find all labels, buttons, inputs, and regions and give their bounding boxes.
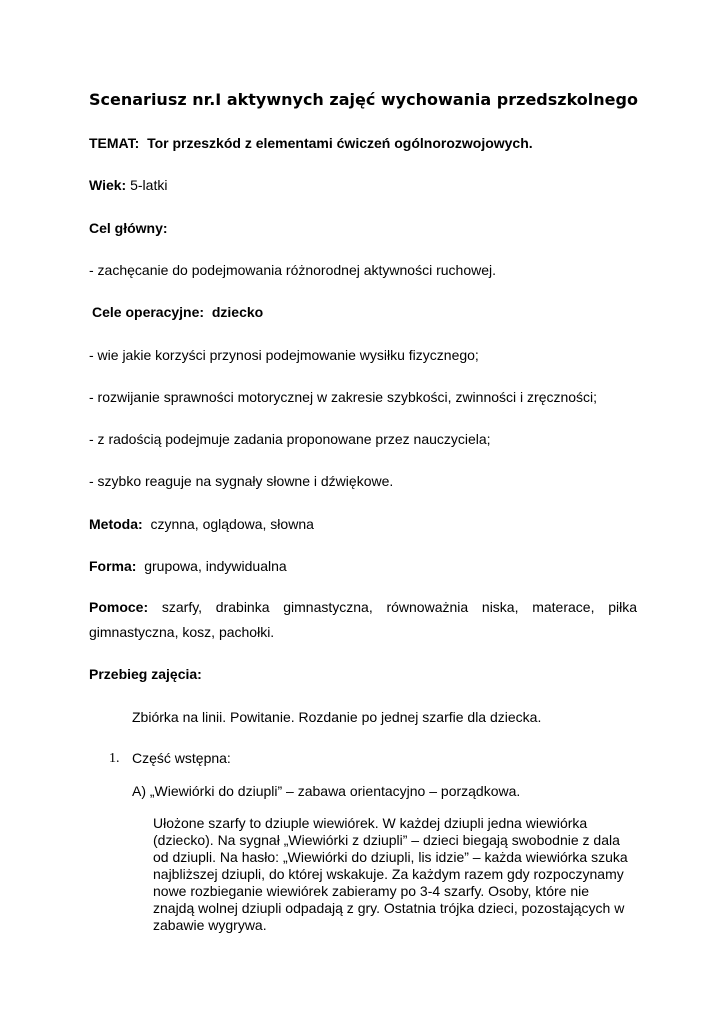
section-number: 1.	[109, 751, 120, 766]
metoda-value: czynna, oglądowa, słowna	[150, 516, 314, 532]
pomoce-value: szarfy, drabinka gimnastyczna, równoważnia niska, materace, piłka gimnastyczna, kosz, pachołki.	[89, 599, 637, 640]
temat-value: Tor przeszkód z elementami ćwiczeń ogólnorozwojowych.	[147, 135, 533, 151]
cel-glowny-item: - zachęcanie do podejmowania różnorodnej aktywności ruchowej.	[89, 262, 497, 278]
cele-operacyjne-item: - szybko reaguje na sygnały słowne i dźwiękowe.	[89, 473, 394, 489]
pomoce-paragraph	[89, 595, 637, 645]
wiek-value: 5-latki	[130, 177, 168, 193]
document-title: Scenariusz nr.I aktywnych zajęć wychowania przedszkolnego	[89, 90, 638, 109]
cele-operacyjne-suffix: dziecko	[211, 304, 264, 320]
wiek-label: Wiek:	[89, 177, 127, 193]
forma-label: Forma:	[89, 558, 137, 574]
wiek-line	[89, 176, 167, 194]
forma-line	[89, 557, 287, 575]
przebieg-intro: Zbiórka na linii. Powitanie. Rozdanie po jednej szarfie dla dziecka.	[132, 709, 542, 725]
forma-value: grupowa, indywidualna	[144, 558, 287, 574]
temat-label: TEMAT:	[89, 135, 140, 151]
cel-glowny-label: Cel główny:	[89, 220, 168, 236]
game-description: Ułożone szarfy to dziuple wiewiórek. W każdej dziupli jedna wiewiórka (dziecko). Na sygnał „Wiewiórki z dziupli” – dzieci biegają swobodnie z dala od dziupli. Na hasło: „Wiewiórki do dziupli, lis idzie” – każda wiewiórka szuka najbliższej dziupli, do której wskakuje. Za każdym razem gdy rozpoczynamy nowe rozbieganie wiewiórek zabieramy po 3-4 szarfy. Osoby, które nie znajdą wolnej dziupli odpadają z gry. Ostatnia trójka dzieci, pozostających w zabawie wygrywa.	[153, 815, 628, 933]
subsection-a: A) „Wiewiórki do dziupli” – zabawa orientacyjno – porządkowa.	[132, 783, 521, 799]
metoda-line	[89, 515, 314, 533]
cele-operacyjne-item: - z radością podejmuje zadania proponowane przez nauczyciela;	[89, 431, 491, 447]
section-label: Część wstępna:	[132, 750, 231, 766]
temat-line	[89, 134, 533, 152]
cele-operacyjne-item: - rozwijanie sprawności motorycznej w zakresie szybkości, zwinności i zręczności;	[89, 389, 598, 405]
metoda-label: Metoda:	[89, 516, 143, 532]
cele-operacyjne-label: Cele operacyjne:	[92, 304, 205, 320]
pomoce-label: Pomoce:	[89, 599, 149, 615]
przebieg-label: Przebieg zajęcia:	[89, 666, 202, 682]
cele-operacyjne-line	[92, 303, 263, 321]
cele-operacyjne-item: - wie jakie korzyści przynosi podejmowanie wysiłku fizycznego;	[89, 347, 479, 363]
